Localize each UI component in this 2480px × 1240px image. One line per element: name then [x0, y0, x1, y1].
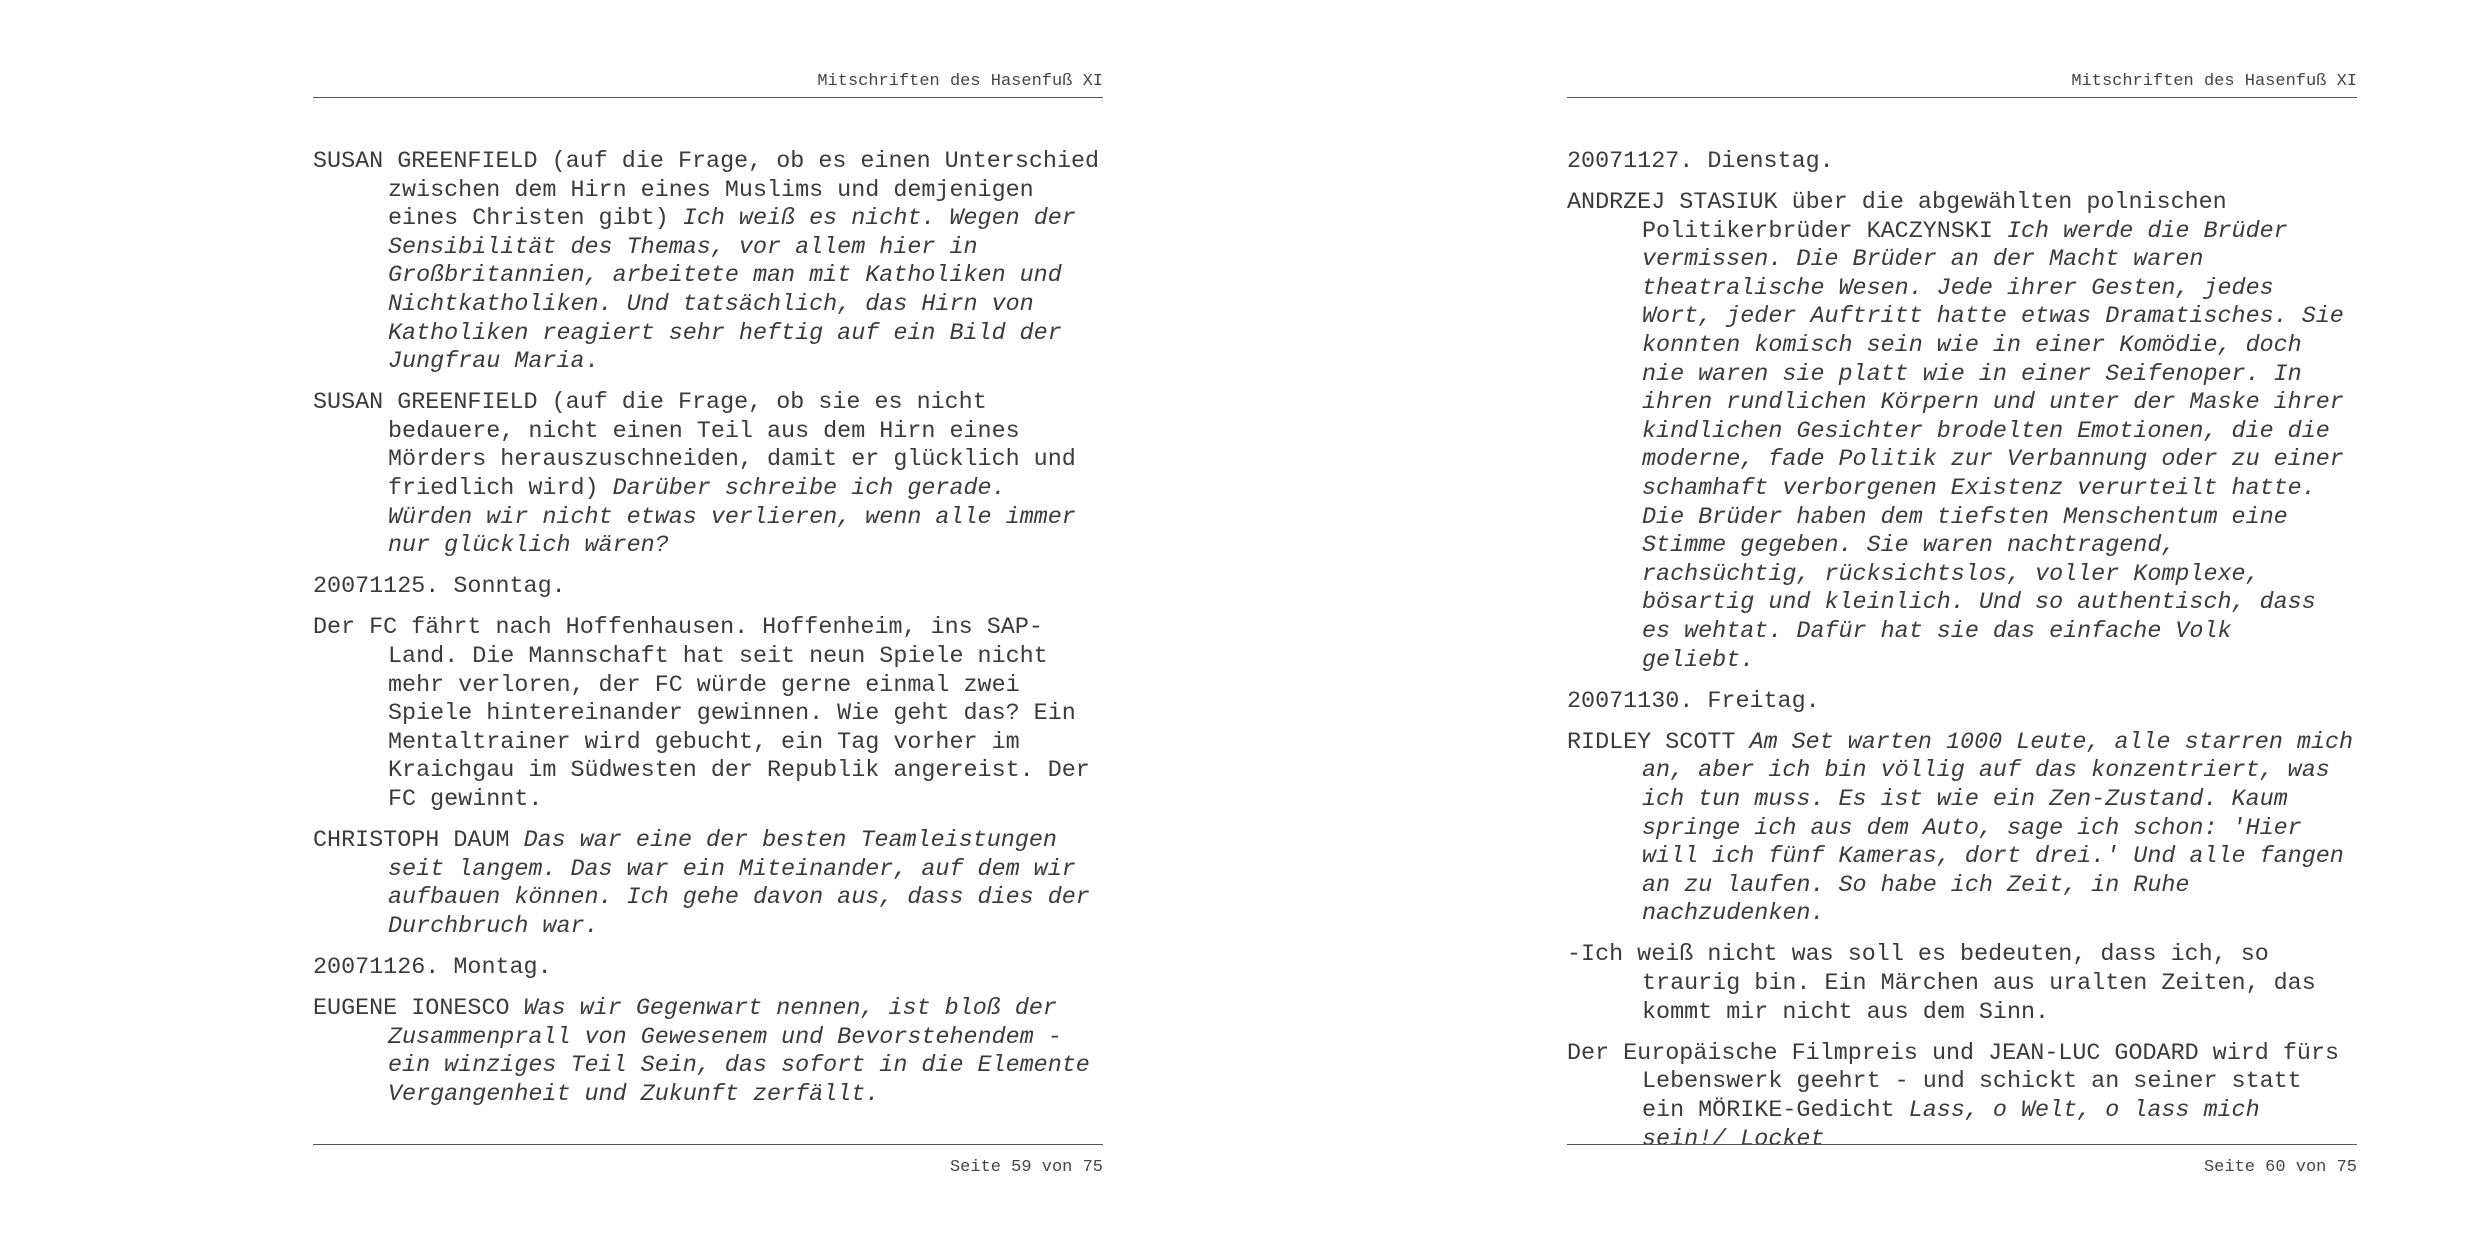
text-paragraph: [313, 827, 1103, 941]
footer-rule: [1567, 1144, 2357, 1145]
italic-quote-run: Am Set warten 1000 Leute, alle starren mich an, aber ich bin völlig auf das konzentriert, was ich tun muss. Es ist wie ein Zen-Zustand. Kaum springe ich aus dem Auto, sage ich schon: 'Hier will ich fünf Kameras, dort drei.' Und alle fangen an zu laufen. So habe ich Zeit, in Ruhe nachzudenken.: [1642, 729, 2354, 928]
header-rule: [1567, 97, 2357, 98]
text-run: .: [584, 349, 599, 376]
text-paragraph: [1567, 189, 2357, 675]
italic-quote-run: Das war eine der besten Teamleistungen seit langem. Das war ein Miteinander, auf dem wir aufbauen können. Ich gehe davon aus, dass dies der Durchbruch war.: [388, 828, 1090, 940]
text-run: 20071126. Montag.: [313, 954, 552, 981]
text-run: 20071130. Freitag.: [1567, 688, 1820, 715]
text-run: SUSAN GREENFIELD (auf die Frage, ob sie es nicht bedauere, nicht einen Teil aus dem Hirn eines Mörders herauszuschneiden, damit er glücklich und friedlich wird): [313, 390, 1076, 503]
text-run: RIDLEY SCOTT: [1567, 729, 1750, 756]
text-paragraph: [1567, 729, 2357, 929]
page-body: [313, 148, 1103, 1122]
text-run: Der FC fährt nach Hoffenhausen. Hoffenheim, ins SAP-Land. Die Mannschaft hat seit neun Spiele nicht mehr verloren, der FC würde gerne einmal zwei Spiele hintereinander gewinnen. Wie geht das? Ein Mentaltrainer wird gebucht, ein Tag vorher im Kraichgau im Südwesten der Republik angereist. Der FC gewinnt.: [313, 615, 1090, 813]
italic-quote-run: Darüber schreibe ich gerade. Würden wir nicht etwas verlieren, wenn alle immer nur glücklich wären?: [388, 476, 1076, 560]
text-run: CHRISTOPH DAUM: [313, 828, 524, 855]
text-paragraph: [1567, 688, 2357, 717]
text-paragraph: [313, 614, 1103, 814]
text-paragraph: [313, 573, 1103, 602]
header-rule: [313, 97, 1103, 98]
text-paragraph: [313, 954, 1103, 983]
text-run: EUGENE IONESCO: [313, 996, 524, 1023]
italic-quote-run: Lass, o Welt, o lass mich sein!/ Locket: [1642, 1097, 2260, 1153]
italic-quote-run: Ich weiß es nicht. Wegen der Sensibilität des Themas, vor allem hier in Großbritannien, arbeitete man mit Katholiken und Nichtkatholiken. Und tatsächlich, das Hirn von Katholiken reagiert sehr heftig auf ein Bild der Jungfrau Maria: [388, 206, 1076, 376]
text-run: Der Europäische Filmpreis und JEAN-LUC GODARD wird fürs Lebenswerk geehrt - und schickt an seiner statt ein MÖRIKE-Gedicht: [1567, 1040, 2340, 1124]
text-paragraph: [313, 389, 1103, 561]
page-footer: Seite 60 von 75: [2203, 1158, 2357, 1177]
italic-quote-run: Ich werde die Brüder vermissen. Die Brüder an der Macht waren theatralische Wesen. Jede ihrer Gesten, jedes Wort, jeder Auftritt hatte etwas Dramatisches. Sie konnten komisch sein wie in einer Komödie, doch nie waren sie platt wie in einer Seifenoper. In ihren rundlichen Körpern und unter der Maske ihrer kindlichen Gesichter brodelten Emotionen, die die moderne, fade Politik zur Verbannung oder zu einer schamhaft verborgenen Existenz verurteilt hatte. Die Brüder haben dem tiefsten Menschentum eine Stimme gegeben. Sie waren nachtragend, rachsüchtig, rücksichtslos, voller Komplexe, bösartig und kleinlich. Und so authentisch, dass es wehtat. Dafür hat sie das einfache Volk geliebt.: [1642, 218, 2344, 674]
page-header: Mitschriften des Hasenfuß XI: [2071, 72, 2357, 91]
left-page: [313, 0, 1103, 1240]
text-paragraph: [1567, 148, 2357, 177]
text-paragraph: [1567, 941, 2357, 1027]
text-run: ANDRZEJ STASIUK über die abgewählten polnischen Politikerbrüder KACZYNSKI: [1567, 190, 2227, 245]
text-paragraph: [313, 148, 1103, 377]
page-body: [1567, 148, 2357, 1167]
text-run: 20071125. Sonntag.: [313, 574, 566, 601]
page-header: Mitschriften des Hasenfuß XI: [817, 72, 1103, 91]
text-paragraph: [1567, 1040, 2357, 1154]
italic-quote-run: Was wir Gegenwart nennen, ist bloß der Zusammenprall von Gewesenem und Bevorstehendem - ein winziges Teil Sein, das sofort in die Elemente Vergangenheit und Zukunft zerfällt.: [388, 996, 1090, 1108]
footer-rule: [313, 1144, 1103, 1145]
text-run: 20071127. Dienstag.: [1567, 149, 1834, 175]
text-run: SUSAN GREENFIELD (auf die Frage, ob es einen Unterschied zwischen dem Hirn eines Muslims und demjenigen eines Christen gibt): [313, 149, 1100, 233]
text-paragraph: [313, 995, 1103, 1109]
right-page: [1567, 0, 2357, 1240]
page-footer: Seite 59 von 75: [949, 1158, 1103, 1177]
text-run: -Ich weiß nicht was soll es bedeuten, dass ich, so traurig bin. Ein Märchen aus uralten Zeiten, das kommt mir nicht aus dem Sinn.: [1567, 942, 2316, 1026]
